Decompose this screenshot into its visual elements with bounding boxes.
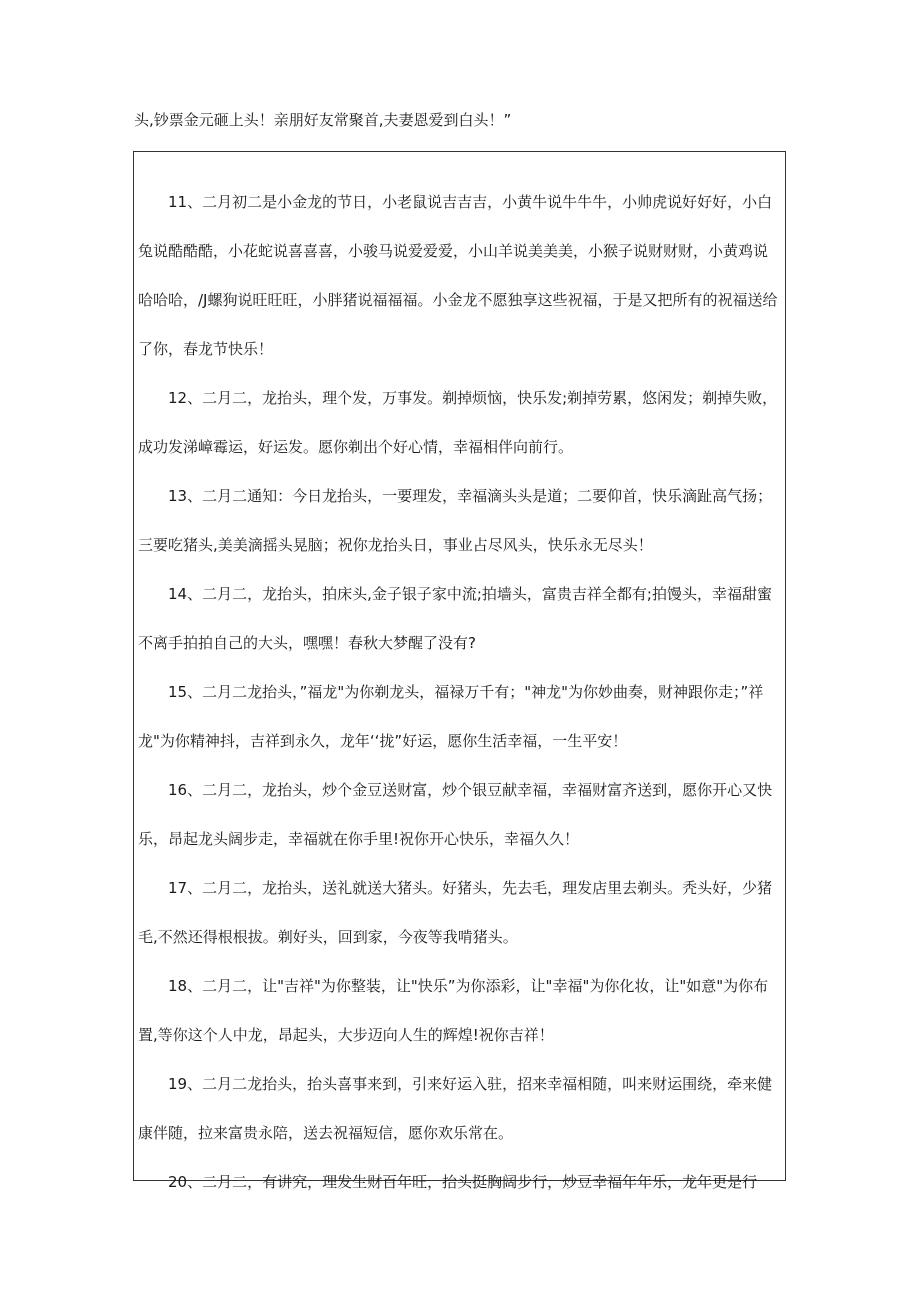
list-item: 14、二月二，龙抬头，拍床头,金子银子家中流;拍墙头，富贵吉祥全都有;拍馒头，幸福甜蜜不离手拍拍自己的大头，嘿嘿！春秋大梦醒了没有? <box>138 585 772 652</box>
list-item: 19、二月二龙抬头，抬头喜事来到，引来好运入驻，招来幸福相随，叫来财运围绕，牵来健康伴随，拉来富贵永陪，送去祝福短信，愿你欢乐常在。 <box>138 1075 773 1142</box>
list-item: 12、二月二，龙抬头，理个发，万事发。剃掉烦恼，快乐发;剃掉劳累，悠闲发；剃掉失败，成功发涕嶂霉运，好运发。愿你剃出个好心情，幸福相伴向前行。 <box>138 389 778 456</box>
content-box <box>133 151 786 1191</box>
list-item: 18、二月二，让"吉祥"为你整装，让"快乐”为你添彩，让"幸福"为你化妆，让"如意"为你布置,等你这个人中龙，昂起头，大步迈向人生的辉煌!祝你吉祥！ <box>138 977 769 1044</box>
list-item: 15、二月二龙抬头，”福龙"为你剃龙头，福禄万千有；"神龙"为你妙曲奏，财神跟你走；”祥龙"为你精神抖，吉祥到永久，龙年‘‘拢”好运，愿你生活幸福，一生平安！ <box>138 683 764 750</box>
list-item: 13、二月二通知：今日龙抬头，一要理发，幸福滴头头是道；二要仰首，快乐滴趾高气扬；三要吃猪头,美美滴摇头晃脑；祝你龙抬头日，事业占尽风头，快乐永无尽头！ <box>138 487 773 554</box>
list-item: 20、二月二，有讲究，理发生财百年旺，抬头挺胸阔步行，炒豆幸福年年乐，龙年更是行 <box>168 1173 758 1191</box>
intro-line: 头,钞票金元砸上头！亲朋好友常聚首,夫妻恩爱到白头！” <box>134 111 512 129</box>
paragraph-list <box>134 178 785 1207</box>
list-item: 11、二月初二是小金龙的节日，小老鼠说吉吉吉，小黄牛说牛牛牛，小帅虎说好好好，小白兔说酷酷酷，小花蛇说喜喜喜，小骏马说爱爱爱，小山羊说美美美，小猴子说财财财，小黄鸡说哈哈哈，/J螺狗说旺旺旺，小胖猪说福福福。小金龙不愿独享这些祝福，于是又把所有的祝福送给了你，春龙节快乐！ <box>138 193 778 358</box>
list-item: 16、二月二，龙抬头，炒个金豆送财富，炒个银豆献幸福，幸福财富齐送到，愿你开心又快乐，昂起龙头阔步走，幸福就在你手里!祝你开心快乐，幸福久久！ <box>138 781 773 848</box>
list-item: 17、二月二，龙抬头，送礼就送大猪头。好猪头，先去毛，理发店里去剃头。秃头好，少猪毛,不然还得根根拔。剃好头，回到家，今夜等我啃猪头。 <box>138 879 773 946</box>
